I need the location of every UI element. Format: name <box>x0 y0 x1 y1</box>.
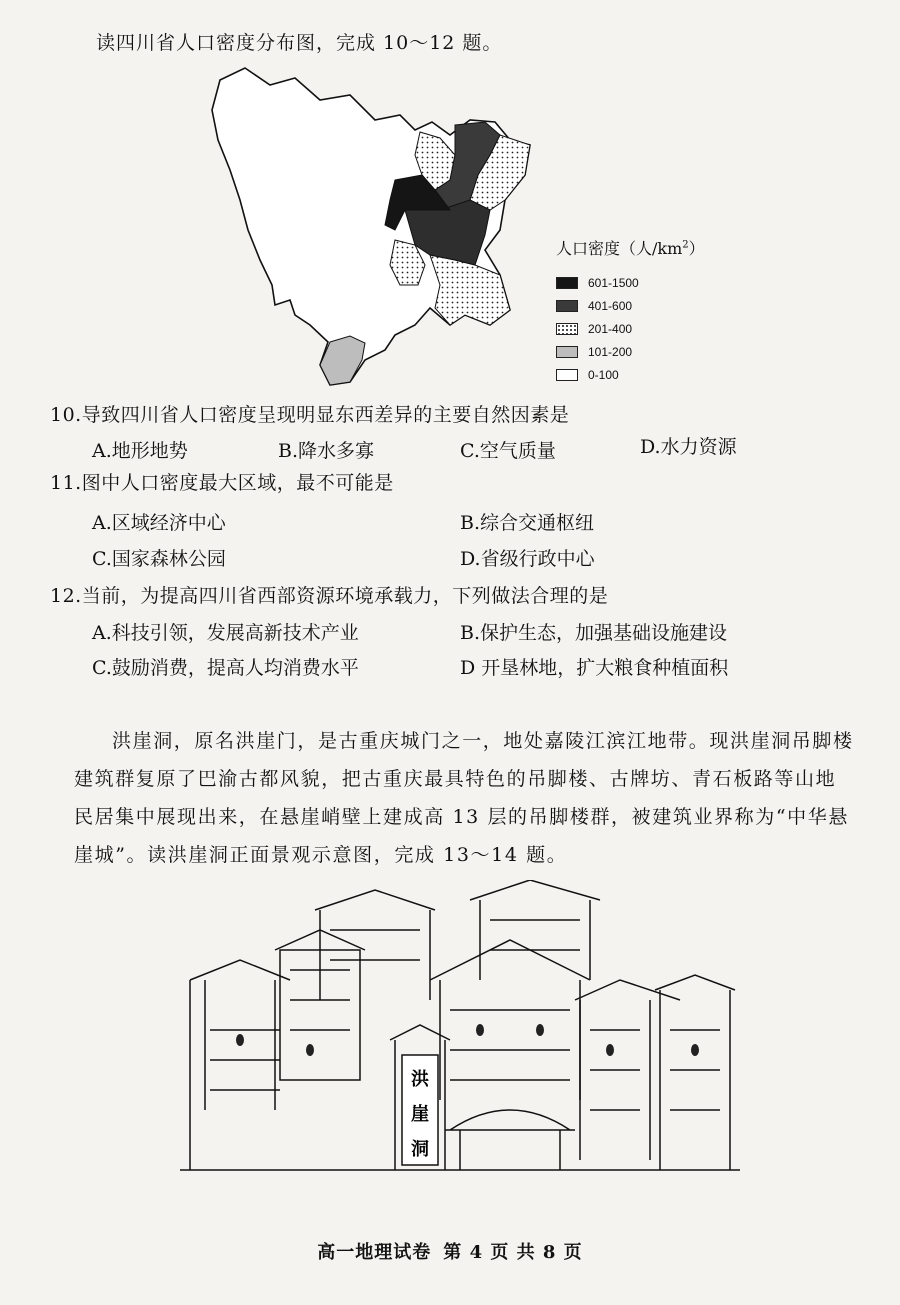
map-region-201-400-s <box>430 255 510 325</box>
question-12-option-d[interactable]: D 开垦林地，扩大粮食种植面积 <box>460 657 729 679</box>
question-11-option-c[interactable]: C.国家森林公园 <box>92 548 226 570</box>
legend-item <box>556 340 716 363</box>
question-10-option-a[interactable]: A.地形地势 <box>92 440 188 462</box>
map-legend <box>556 236 716 386</box>
legend-unit-sup: 2 <box>682 239 689 251</box>
question-12-option-a[interactable]: A.科技引领，发展高新技术产业 <box>92 622 359 644</box>
section-intro: 读四川省人口密度分布图，完成 10～12 题。 <box>96 32 503 54</box>
legend-label: 201-400 <box>588 321 633 336</box>
legend-label: 0-100 <box>588 367 619 382</box>
sign-char-2: 崖 <box>411 1104 429 1125</box>
hongyadong-drawing <box>180 880 740 1180</box>
legend-item <box>556 317 716 340</box>
legend-unit-suffix: ） <box>688 239 705 258</box>
legend-title <box>556 236 716 259</box>
footer-page-number: 第 4 页 共 8 页 <box>443 1242 583 1263</box>
question-10-option-c[interactable]: C.空气质量 <box>460 440 556 462</box>
legend-unit: （人/km <box>620 239 683 258</box>
question-12-option-c[interactable]: C.鼓励消费，提高人均消费水平 <box>92 657 359 679</box>
legend-item <box>556 294 716 317</box>
question-12-option-b[interactable]: B.保护生态，加强基础设施建设 <box>460 622 728 644</box>
page-footer <box>0 1238 900 1264</box>
sign-char-3: 洞 <box>411 1139 429 1160</box>
legend-label: 401-600 <box>588 298 633 313</box>
sign-char-1: 洪 <box>411 1069 429 1090</box>
hongyadong-passage: 洪崖洞，原名洪崖门，是古重庆城门之一，地处嘉陵江滨江地带。现洪崖洞吊脚楼建筑群复原了巴渝古都风貌，把古重庆最具特色的吊脚楼、古牌坊、青石板路等山地民居集中展现出来，在悬崖峭壁上建成高 13 层的吊脚楼群，被建筑业界称为“中华悬崖城”。读洪崖洞正面景观示意图，完成 13～14 题。 <box>74 730 854 866</box>
legend-title-text: 人口密度 <box>556 239 621 258</box>
legend-swatch <box>556 323 578 335</box>
legend-swatch <box>556 346 578 358</box>
question-11-option-a[interactable]: A.区域经济中心 <box>92 512 226 534</box>
question-10-option-d[interactable]: D.水力资源 <box>640 436 737 458</box>
hongyadong-illustration <box>180 880 740 1180</box>
legend-label: 101-200 <box>588 344 633 359</box>
question-12-stem: 12.当前，为提高四川省西部资源环境承载力，下列做法合理的是 <box>50 585 609 607</box>
legend-label: 601-1500 <box>588 275 639 290</box>
question-11-option-b[interactable]: B.综合交通枢纽 <box>460 512 595 534</box>
legend-swatch <box>556 369 578 381</box>
question-10-stem: 10.导致四川省人口密度呈现明显东西差异的主要自然因素是 <box>50 404 570 426</box>
legend-item <box>556 363 716 386</box>
question-11-stem: 11.图中人口密度最大区域，最不可能是 <box>50 472 394 494</box>
legend-item <box>556 271 716 294</box>
sichuan-density-map <box>200 60 540 390</box>
legend-swatch <box>556 277 578 289</box>
question-10-option-b[interactable]: B.降水多寡 <box>278 440 375 462</box>
footer-subject: 高一地理试卷 <box>317 1242 432 1263</box>
map-svg <box>200 60 540 390</box>
question-11-option-d[interactable]: D.省级行政中心 <box>460 548 595 570</box>
legend-swatch <box>556 300 578 312</box>
